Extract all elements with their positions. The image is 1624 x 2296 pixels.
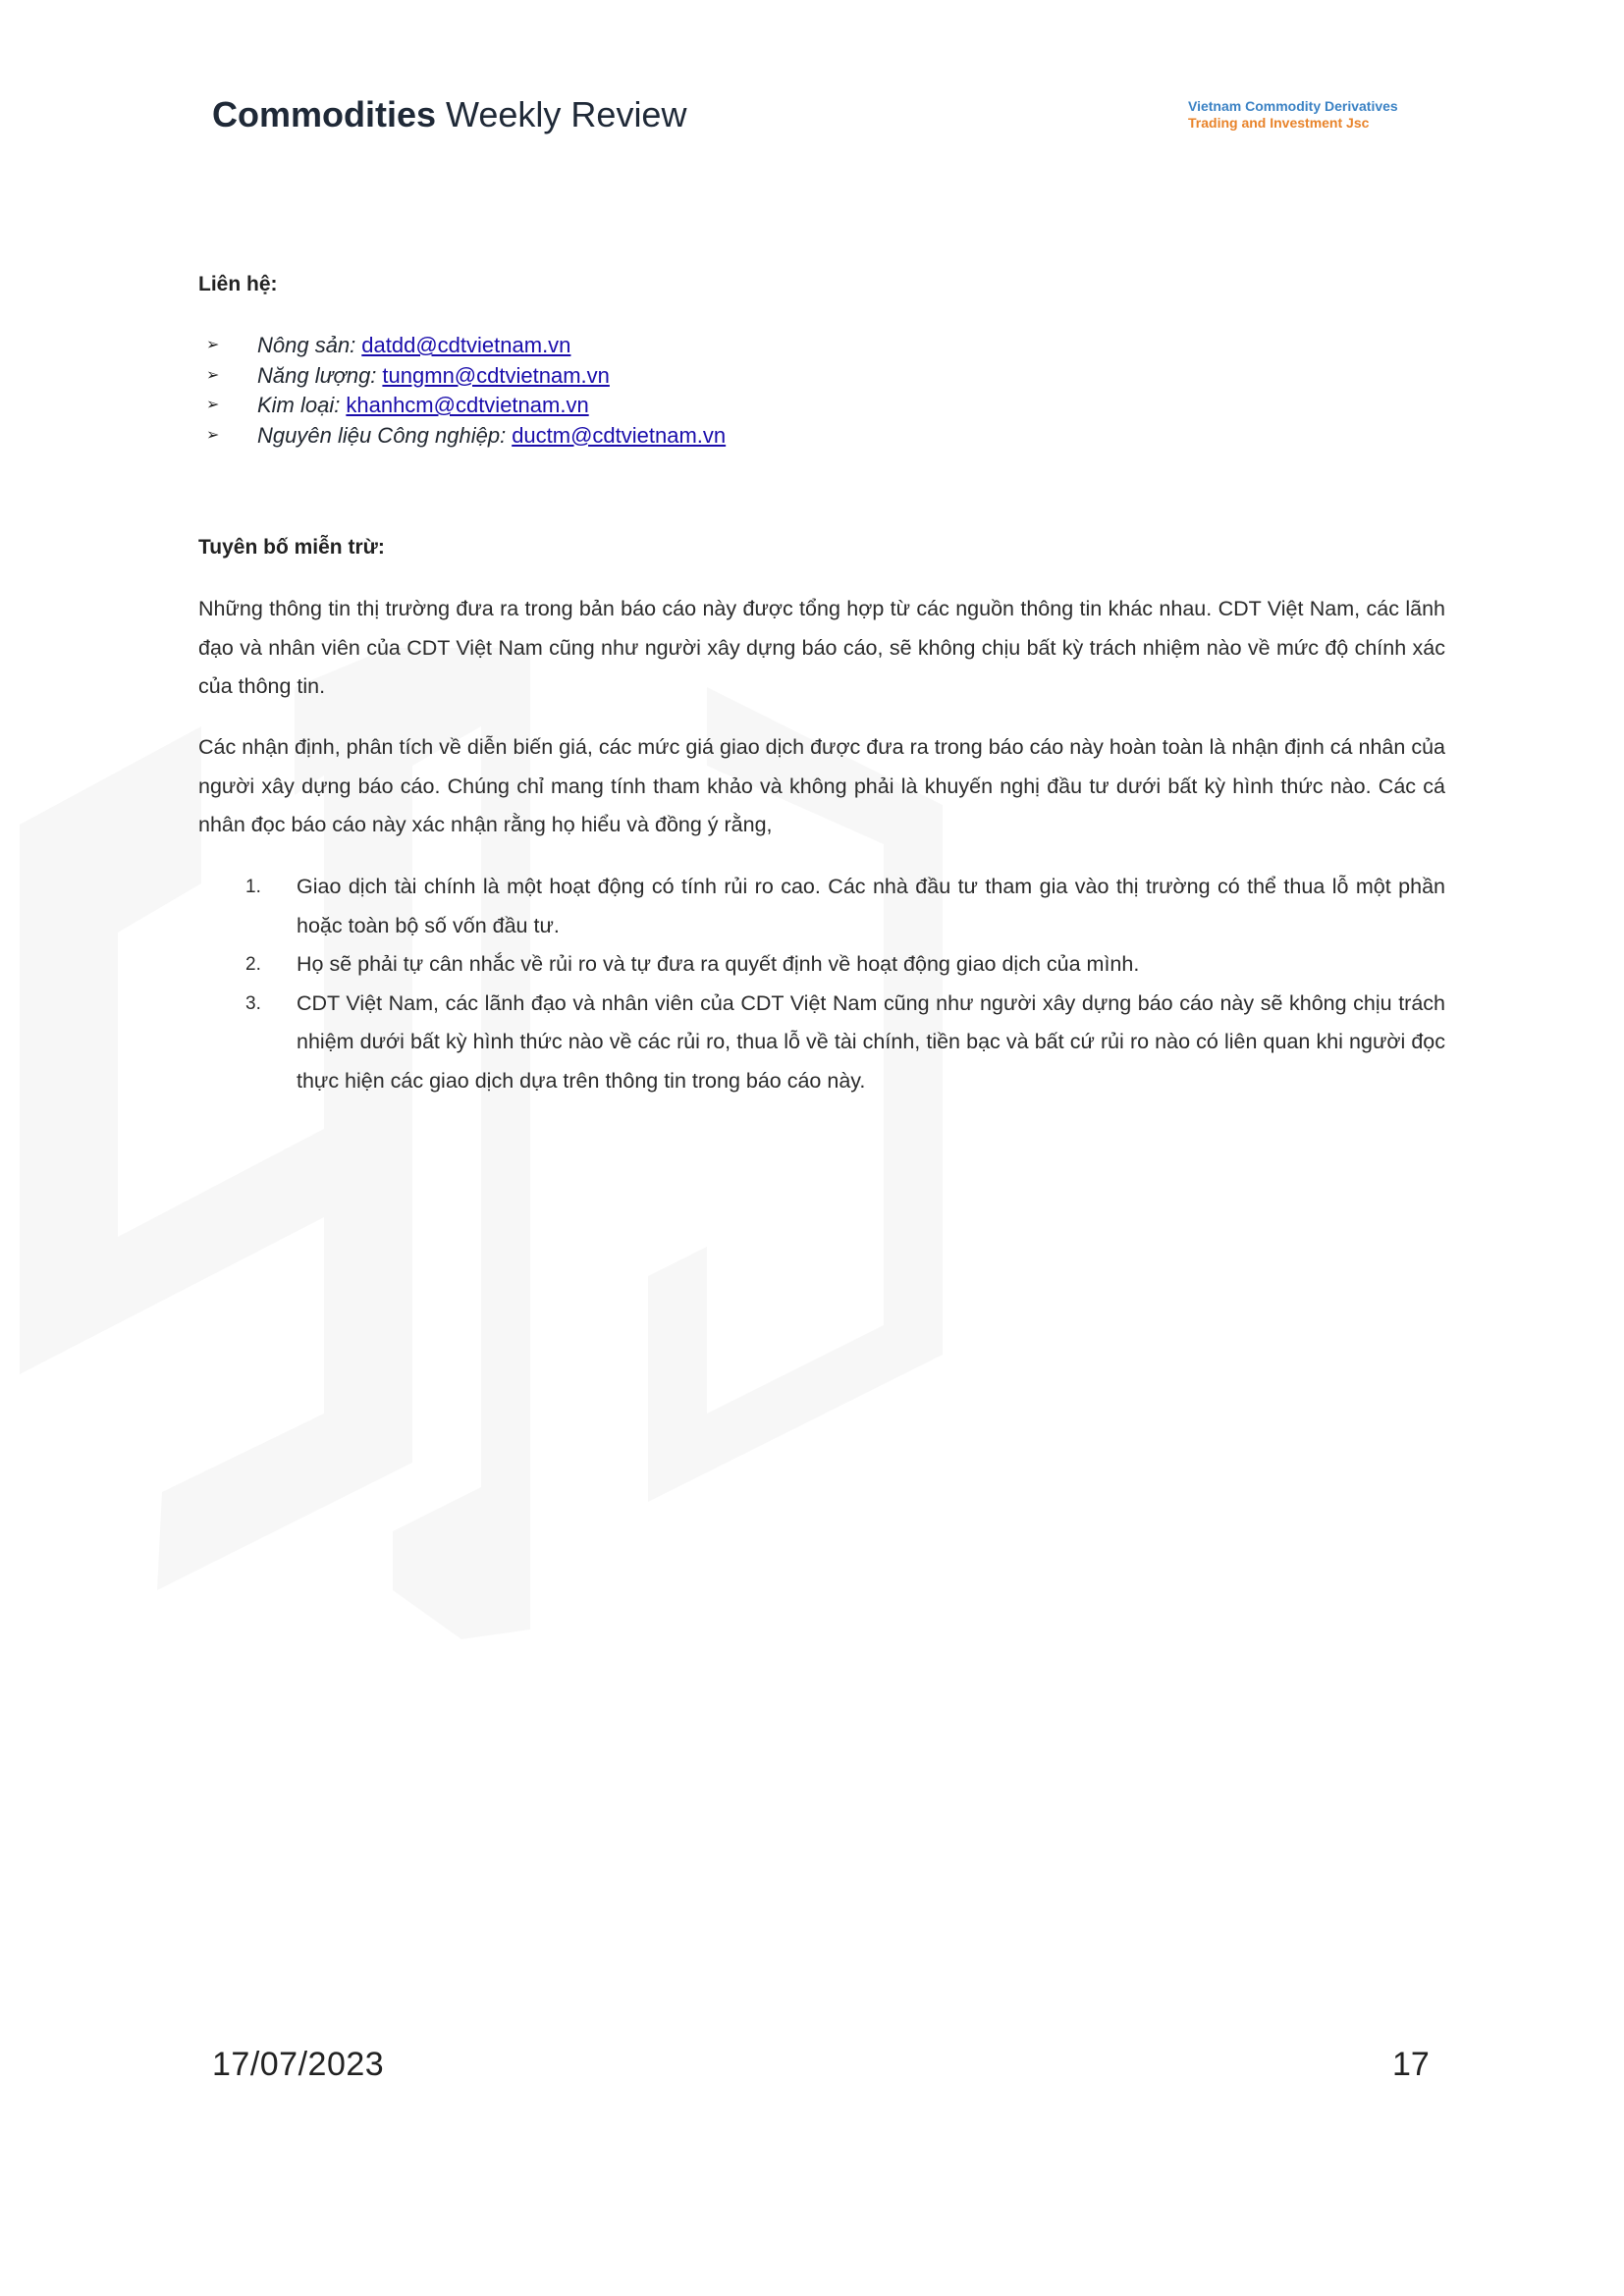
report-title-bold: Commodities xyxy=(212,94,437,134)
disclaimer-paragraph-2: Các nhận định, phân tích về diễn biến giá, các mức giá giao dịch được đưa ra trong báo cáo này hoàn toàn là nhận định cá nhân của người xây dựng báo cáo. Chúng chỉ mang tính tham khảo và không phải là khuyến nghị đầu tư dưới bất kỳ hình thức nào. Các cá nhân đọc báo cáo này xác nhận rằng họ hiểu và đồng ý rằng, xyxy=(198,735,1445,836)
contact-email-link[interactable]: ductm@cdtvietnam.vn xyxy=(512,422,727,448)
list-number: 2. xyxy=(245,954,261,975)
contact-email-link[interactable]: khanhcm@cdtvietnam.vn xyxy=(346,393,589,417)
report-title xyxy=(212,94,686,135)
arrow-bullet-icon: ➢ xyxy=(206,426,220,444)
list-text: Giao dịch tài chính là một hoạt động có tính rủi ro cao. Các nhà đầu tư tham gia vào thị trường có thể thua lỗ một phần hoặc toàn bộ số vốn đầu tư. xyxy=(297,875,1445,937)
list-text: Họ sẽ phải tự cân nhắc về rủi ro và tự đưa ra quyết định về hoạt động giao dịch của mình. xyxy=(297,952,1140,976)
list-number: 1. xyxy=(245,877,261,897)
contact-label: Năng lượng: xyxy=(257,362,377,388)
list-item xyxy=(245,945,1445,985)
page-number: 17 xyxy=(1392,2046,1430,2083)
contact-item-agriculture xyxy=(206,331,726,361)
contacts-heading: Liên hệ: xyxy=(198,273,278,295)
contact-label: Nông sản: xyxy=(257,333,356,357)
contact-email-link[interactable]: datdd@cdtvietnam.vn xyxy=(361,333,571,357)
contact-item-metals xyxy=(206,391,726,421)
list-number: 3. xyxy=(245,992,261,1014)
disclaimer-points xyxy=(245,868,1445,1100)
company-logo-text xyxy=(1188,98,1398,132)
footer-date: 17/07/2023 xyxy=(212,2046,385,2083)
arrow-bullet-icon: ➢ xyxy=(206,366,220,384)
list-item xyxy=(245,985,1445,1101)
contact-item-industrial xyxy=(206,421,726,452)
contact-item-energy xyxy=(206,361,726,392)
arrow-bullet-icon: ➢ xyxy=(206,337,220,353)
contact-label: Kim loại: xyxy=(257,393,341,417)
contact-email-link[interactable]: tungmn@cdtvietnam.vn xyxy=(382,362,610,388)
disclaimer-heading: Tuyên bố miễn trừ: xyxy=(198,536,385,559)
list-text: CDT Việt Nam, các lãnh đạo và nhân viên của CDT Việt Nam cũng như người xây dựng báo cáo này sẽ không chịu trách nhiệm dưới bất kỳ hình thức nào về các rủi ro, thua lỗ về tài chính, tiền bạc và bất cứ rủi ro nào có liên quan khi người đọc thực hiện các giao dịch dựa trên thông tin trong báo cáo này. xyxy=(297,990,1445,1093)
report-title-rest: Weekly Review xyxy=(446,94,687,134)
arrow-bullet-icon: ➢ xyxy=(206,397,220,413)
list-item xyxy=(245,868,1445,945)
contact-label: Nguyên liệu Công nghiệp: xyxy=(257,422,507,448)
company-name-line2: Trading and Investment Jsc xyxy=(1188,115,1370,131)
company-name-line1: Vietnam Commodity Derivatives xyxy=(1188,98,1398,114)
disclaimer-paragraph-1: Những thông tin thị trường đưa ra trong bản báo cáo này được tổng hợp từ các nguồn thông tin khác nhau. CDT Việt Nam, các lãnh đạo và nhân viên của CDT Việt Nam cũng như người xây dựng báo cáo, sẽ không chịu bất kỳ trách nhiệm nào về mức độ chính xác của thông tin. xyxy=(198,597,1445,698)
contact-list xyxy=(206,331,726,451)
